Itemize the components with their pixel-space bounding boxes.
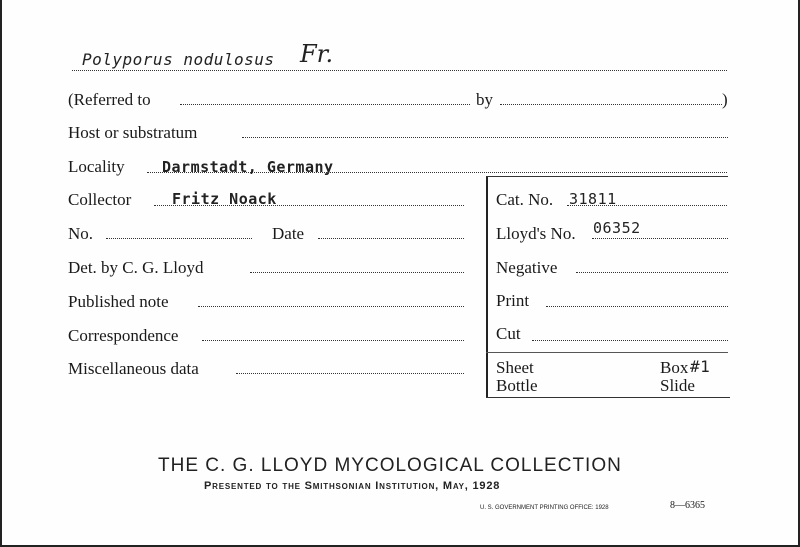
no-line [106, 238, 252, 239]
cut-label: Cut [496, 324, 521, 343]
correspondence-line [202, 340, 464, 341]
locality-value: Darmstadt, Germany [162, 158, 334, 176]
locality-label: Locality [68, 157, 125, 176]
slide-label: Slide [660, 376, 695, 395]
host-line [242, 137, 728, 138]
cat-no-value: 31811 [569, 190, 617, 208]
right-box-top [486, 176, 728, 177]
correspondence-label: Correspondence [68, 326, 179, 345]
lloyds-no-label: Lloyd's No. [496, 224, 576, 243]
date-label: Date [272, 224, 305, 243]
box-value: #1 [690, 357, 711, 376]
close-paren: ) [722, 90, 728, 109]
no-label: No. [68, 224, 94, 243]
collector-label: Collector [68, 190, 132, 209]
sheet-label: Sheet [496, 358, 534, 377]
lloyds-no-line [592, 238, 728, 239]
lloyds-no-value: 06352 [593, 219, 641, 237]
collector-value: Fritz Noack [172, 190, 277, 208]
referred-to-label: (Referred to [68, 90, 151, 109]
det-by-line [250, 272, 464, 273]
species-line [72, 70, 727, 71]
by-line [500, 104, 722, 105]
cut-line [532, 340, 728, 341]
collection-subtitle: Presented to the Smithsonian Institution, May, 1928 [204, 480, 501, 492]
host-label: Host or substratum [68, 123, 198, 142]
right-box-divider [486, 352, 728, 353]
negative-line [576, 272, 728, 273]
collector-line [154, 205, 464, 206]
collection-title: THE C. G. LLOYD MYCOLOGICAL COLLECTION [158, 455, 622, 476]
by-label: by [476, 90, 493, 109]
species-author-handwritten: Fr. [300, 40, 334, 68]
right-box-border [486, 176, 488, 398]
printing-office-note: U. S. GOVERNMENT PRINTING OFFICE: 1928 [480, 505, 609, 511]
print-label: Print [496, 291, 530, 310]
negative-label: Negative [496, 258, 558, 277]
det-by-label: Det. by C. G. Lloyd [68, 258, 204, 277]
right-box-bottom [486, 397, 730, 398]
referred-to-line [180, 104, 470, 105]
cat-no-label: Cat. No. [496, 190, 554, 209]
species-name: Polyporus nodulosus [82, 50, 275, 69]
published-note-line [198, 306, 464, 307]
misc-data-label: Miscellaneous data [68, 359, 199, 378]
box-label: Box [660, 358, 689, 377]
misc-data-line [236, 373, 464, 374]
date-line [318, 238, 464, 239]
form-number: 8—6365 [670, 500, 705, 511]
print-line [546, 306, 728, 307]
bottle-label: Bottle [496, 376, 538, 395]
cat-no-line [567, 205, 727, 206]
published-note-label: Published note [68, 292, 169, 311]
locality-line [147, 172, 727, 173]
